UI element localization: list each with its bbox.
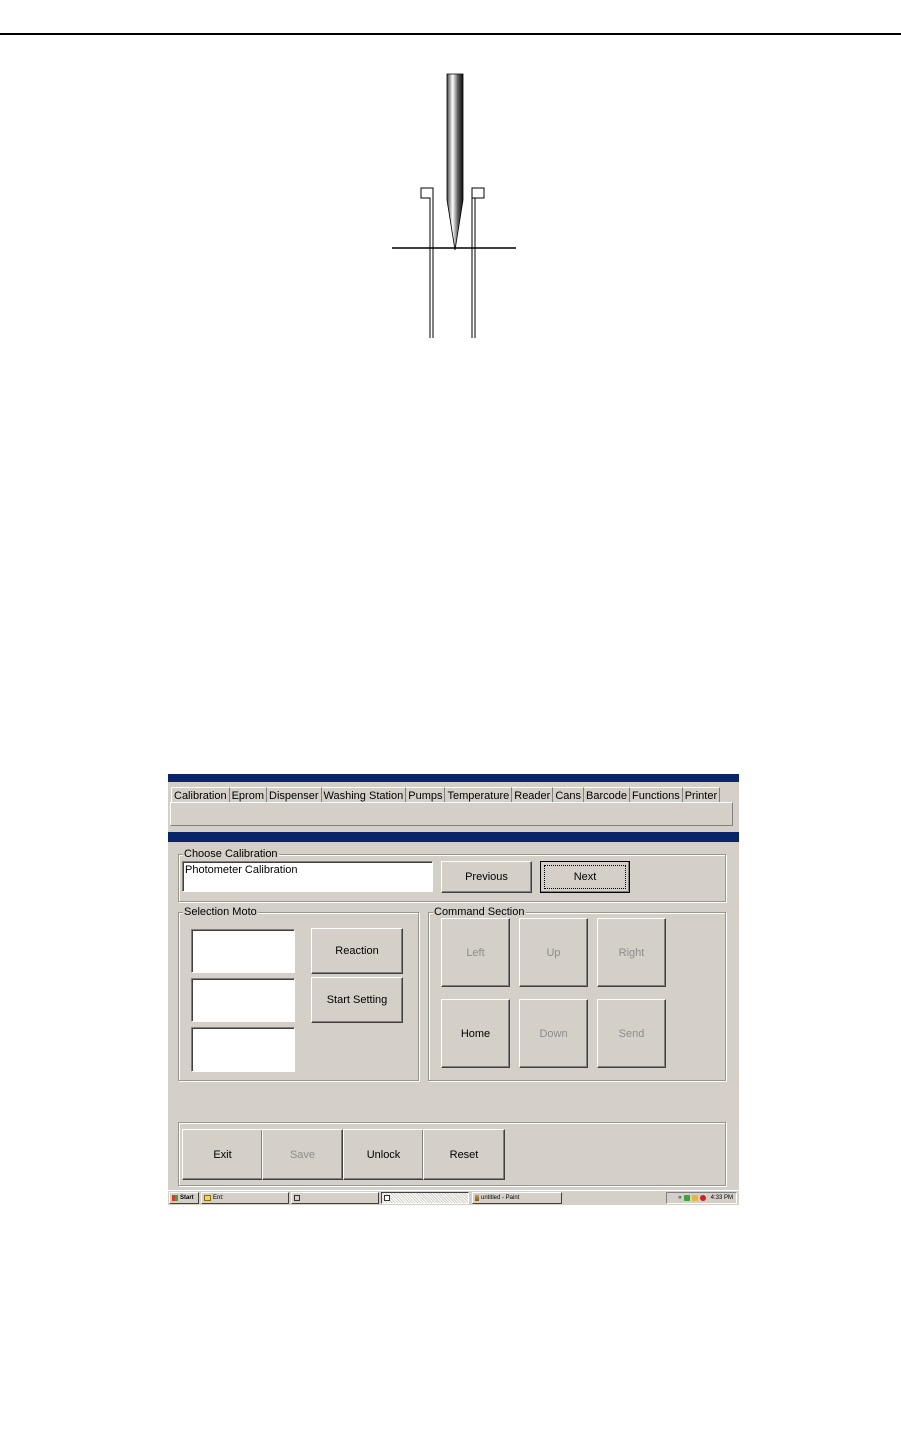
reset-button[interactable]: Reset [423, 1129, 505, 1180]
tab-barcode[interactable]: Barcode [584, 787, 630, 803]
taskbar-item-app[interactable] [291, 1192, 379, 1204]
antivirus-icon [700, 1195, 706, 1201]
motor-field-3[interactable] [191, 1027, 295, 1072]
start-label: Start [180, 1195, 194, 1201]
start-setting-button[interactable]: Start Setting [311, 977, 403, 1023]
start-button[interactable] [169, 1192, 199, 1204]
save-button[interactable]: Save [262, 1129, 343, 1180]
tab-reader[interactable]: Reader [512, 787, 553, 803]
down-button[interactable]: Down [519, 999, 588, 1068]
tab-eprom[interactable]: Eprom [230, 787, 267, 803]
tab-temperature[interactable]: Temperature [445, 787, 512, 803]
taskbar-item-active[interactable] [381, 1192, 469, 1204]
inner-title-bar [168, 832, 739, 842]
calibration-window [168, 774, 739, 1205]
up-button[interactable]: Up [519, 918, 588, 987]
system-tray [666, 1192, 737, 1204]
tab-panel [170, 802, 733, 826]
clock: 4:33 PM [710, 1195, 733, 1201]
calibration-select-field[interactable]: Photometer Calibration [182, 861, 433, 892]
choose-calibration-label: Choose Calibration [184, 848, 278, 860]
network-icon [684, 1195, 690, 1201]
selection-moto-label: Selection Moto [184, 906, 257, 918]
app-window-icon [384, 1195, 390, 1201]
home-button[interactable]: Home [441, 999, 510, 1068]
taskbar-item-paint[interactable] [472, 1192, 562, 1204]
tab-washing-station[interactable]: Washing Station [322, 787, 407, 803]
tab-functions[interactable]: Functions [630, 787, 683, 803]
page-top-rule [0, 33, 901, 35]
tab-dispenser[interactable]: Dispenser [267, 787, 322, 803]
tab-cans[interactable]: Cans [553, 787, 584, 803]
paint-icon [475, 1195, 479, 1201]
tab-calibration[interactable]: Calibration [171, 787, 230, 803]
next-button[interactable]: Next [540, 861, 630, 893]
exit-button[interactable]: Exit [182, 1129, 263, 1180]
tab-printer[interactable]: Printer [683, 787, 720, 803]
taskbar [168, 1190, 739, 1205]
motor-field-2[interactable] [191, 978, 295, 1022]
app-window-icon [294, 1195, 300, 1201]
taskbar-item-folder[interactable] [201, 1192, 289, 1204]
needle-diagram [388, 70, 520, 342]
left-button[interactable]: Left [441, 918, 510, 987]
volume-icon [692, 1195, 698, 1201]
reaction-button[interactable]: Reaction [311, 928, 403, 974]
taskbar-item-folder-label: Ent: [213, 1195, 224, 1201]
tray-expand-icon[interactable]: « [678, 1195, 682, 1201]
right-button[interactable]: Right [597, 918, 666, 987]
folder-icon [204, 1195, 211, 1201]
previous-button[interactable]: Previous [441, 861, 532, 893]
windows-logo-icon [172, 1195, 178, 1201]
send-button[interactable]: Send [597, 999, 666, 1068]
title-bar [168, 774, 739, 782]
needle [447, 74, 463, 250]
command-section-label: Command Section [434, 906, 525, 918]
unlock-button[interactable]: Unlock [343, 1129, 424, 1180]
tab-pumps[interactable]: Pumps [406, 787, 445, 803]
motor-field-1[interactable] [191, 929, 295, 973]
taskbar-item-paint-label: untitled - Paint [481, 1195, 520, 1201]
